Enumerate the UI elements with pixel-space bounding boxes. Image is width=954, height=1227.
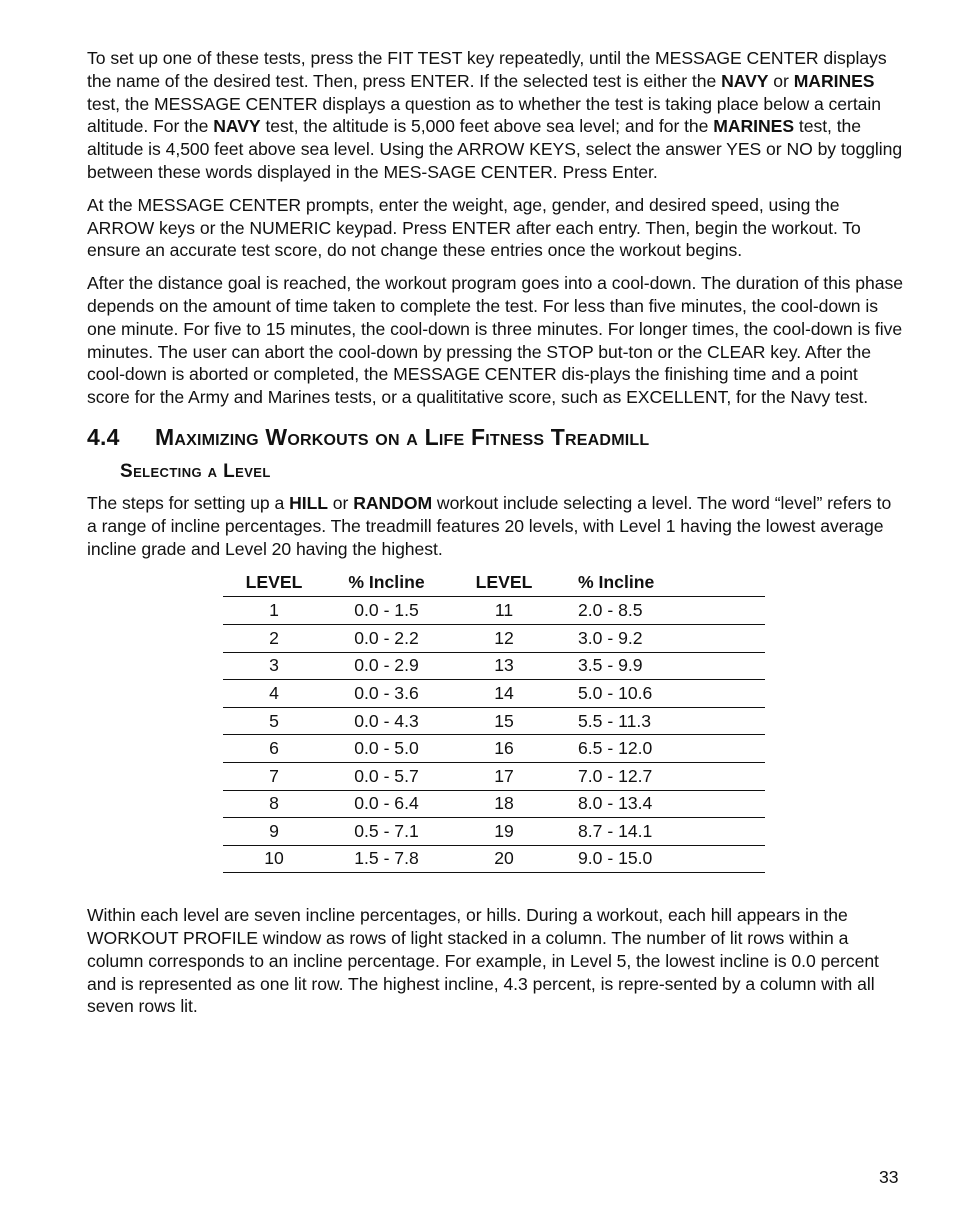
- level-cell: 15: [440, 707, 568, 735]
- hills-paragraph: Within each level are seven incline percentages, or hills. During a workout, each hill appears in the WORKOUT PROFILE window as rows of light stacked in a column. The number of lit rows within a column corresponds to an incline percentage. For example, in Level 5, the lowest incline is 0.0 percent and is represented as one lit row. The highest incline, 4.3 percent, is repre-sented by a column with all seven rows lit.: [87, 905, 879, 1017]
- level-cell: 2: [223, 624, 325, 652]
- marines-bold: MARINES: [713, 116, 795, 137]
- table-row: [223, 597, 765, 625]
- level-cell: 7: [223, 762, 325, 790]
- header-level-1: LEVEL: [223, 569, 325, 597]
- incline-cell: 0.0 - 5.7: [325, 762, 440, 790]
- level-cell: 14: [440, 680, 568, 708]
- marines-bold: MARINES: [793, 70, 875, 91]
- table-row: [223, 652, 765, 680]
- table-row: [223, 707, 765, 735]
- incline-cell: 5.0 - 10.6: [568, 680, 765, 708]
- incline-cell: 5.5 - 11.3: [568, 707, 765, 735]
- header-level-2: LEVEL: [440, 569, 568, 597]
- document-page: [87, 47, 903, 1028]
- incline-cell: 3.0 - 9.2: [568, 624, 765, 652]
- hill-bold: HILL: [289, 492, 328, 513]
- navy-bold: NAVY: [721, 70, 769, 91]
- cooldown-paragraph: After the distance goal is reached, the workout program goes into a cool-down. The duration of this phase depends on the amount of time taken to complete the test. For less than five minutes, the cool-down is one minute. For five to 15 minutes, the cool-down is three minutes. For longer times, the cool-down is five minutes. The user can abort the cool-down by pressing the STOP but-ton or the CLEAR key. After the cool-down is aborted or completed, the MESSAGE CENTER dis-plays the finishing time and a point score for the Army and Marines tests, or a qualititative score, such as EXCELLENT, for the Navy test.: [87, 273, 903, 408]
- table-row: [223, 680, 765, 708]
- incline-cell: 2.0 - 8.5: [568, 597, 765, 625]
- section-number: 4.4: [87, 423, 120, 450]
- level-paragraph: The steps for setting up a HILL or RANDOM workout include selecting a level. The word “level” refers to a range of incline percentages. The treadmill features 20 levels, with Level 1 having the lowest average incline grade and Level 20 having the highest.: [87, 492, 892, 559]
- incline-cell: 0.0 - 4.3: [325, 707, 440, 735]
- table-row: [223, 624, 765, 652]
- level-cell: 18: [440, 790, 568, 818]
- level-cell: 4: [223, 680, 325, 708]
- level-cell: 13: [440, 652, 568, 680]
- level-cell: 10: [223, 845, 325, 873]
- incline-cell: 0.0 - 2.9: [325, 652, 440, 680]
- subsection-heading: Selecting a Level: [120, 460, 271, 482]
- level-cell: 11: [440, 597, 568, 625]
- incline-cell: 0.0 - 5.0: [325, 735, 440, 763]
- level-cell: 8: [223, 790, 325, 818]
- level-cell: 20: [440, 845, 568, 873]
- table-row: [223, 790, 765, 818]
- header-incline-2: % Incline: [568, 569, 765, 597]
- header-incline-1: % Incline: [325, 569, 440, 597]
- level-incline-table: [223, 569, 765, 873]
- level-cell: 12: [440, 624, 568, 652]
- table-row: [223, 735, 765, 763]
- section-title: Maximizing Workouts on a Life Fitness Treadmill: [155, 423, 650, 450]
- level-cell: 9: [223, 818, 325, 846]
- level-cell: 17: [440, 762, 568, 790]
- section-heading: [87, 422, 903, 452]
- table-row: [223, 818, 765, 846]
- incline-cell: 9.0 - 15.0: [568, 845, 765, 873]
- incline-cell: 8.7 - 14.1: [568, 818, 765, 846]
- level-cell: 1: [223, 597, 325, 625]
- table-row: [223, 762, 765, 790]
- random-bold: RANDOM: [353, 492, 433, 513]
- incline-cell: 1.5 - 7.8: [325, 845, 440, 873]
- level-cell: 3: [223, 652, 325, 680]
- incline-cell: 8.0 - 13.4: [568, 790, 765, 818]
- table-header-row: [223, 569, 765, 597]
- intro-paragraph: To set up one of these tests, press the FIT TEST key repeatedly, until the MESSAGE CENTER displays the name of the desired test. Then, press ENTER. If the selected test is either the NAVY or MARINES test, the MESSAGE CENTER displays a question as to whether the test is taking place below a certain altitude. For the NAVY test, the altitude is 5,000 feet above sea level; and for the MARINES test, the altitude is 4,500 feet above sea level. Using the ARROW KEYS, select the answer YES or NO by toggling between these words displayed in the MES-SAGE CENTER. Press Enter.: [87, 48, 903, 182]
- incline-cell: 0.5 - 7.1: [325, 818, 440, 846]
- incline-cell: 6.5 - 12.0: [568, 735, 765, 763]
- level-cell: 5: [223, 707, 325, 735]
- incline-cell: 0.0 - 1.5: [325, 597, 440, 625]
- level-cell: 19: [440, 818, 568, 846]
- level-cell: 6: [223, 735, 325, 763]
- level-cell: 16: [440, 735, 568, 763]
- incline-cell: 0.0 - 2.2: [325, 624, 440, 652]
- navy-bold: NAVY: [213, 116, 261, 137]
- page-number: 33: [879, 1167, 899, 1187]
- incline-cell: 0.0 - 6.4: [325, 790, 440, 818]
- table-row: [223, 845, 765, 873]
- incline-cell: 7.0 - 12.7: [568, 762, 765, 790]
- prompts-paragraph: At the MESSAGE CENTER prompts, enter the weight, age, gender, and desired speed, using the ARROW keys or the NUMERIC keypad. Press ENTER after each entry. Then, begin the workout. To ensure an accurate test score, do not change these entries once the workout begins.: [87, 194, 861, 261]
- incline-cell: 0.0 - 3.6: [325, 680, 440, 708]
- incline-cell: 3.5 - 9.9: [568, 652, 765, 680]
